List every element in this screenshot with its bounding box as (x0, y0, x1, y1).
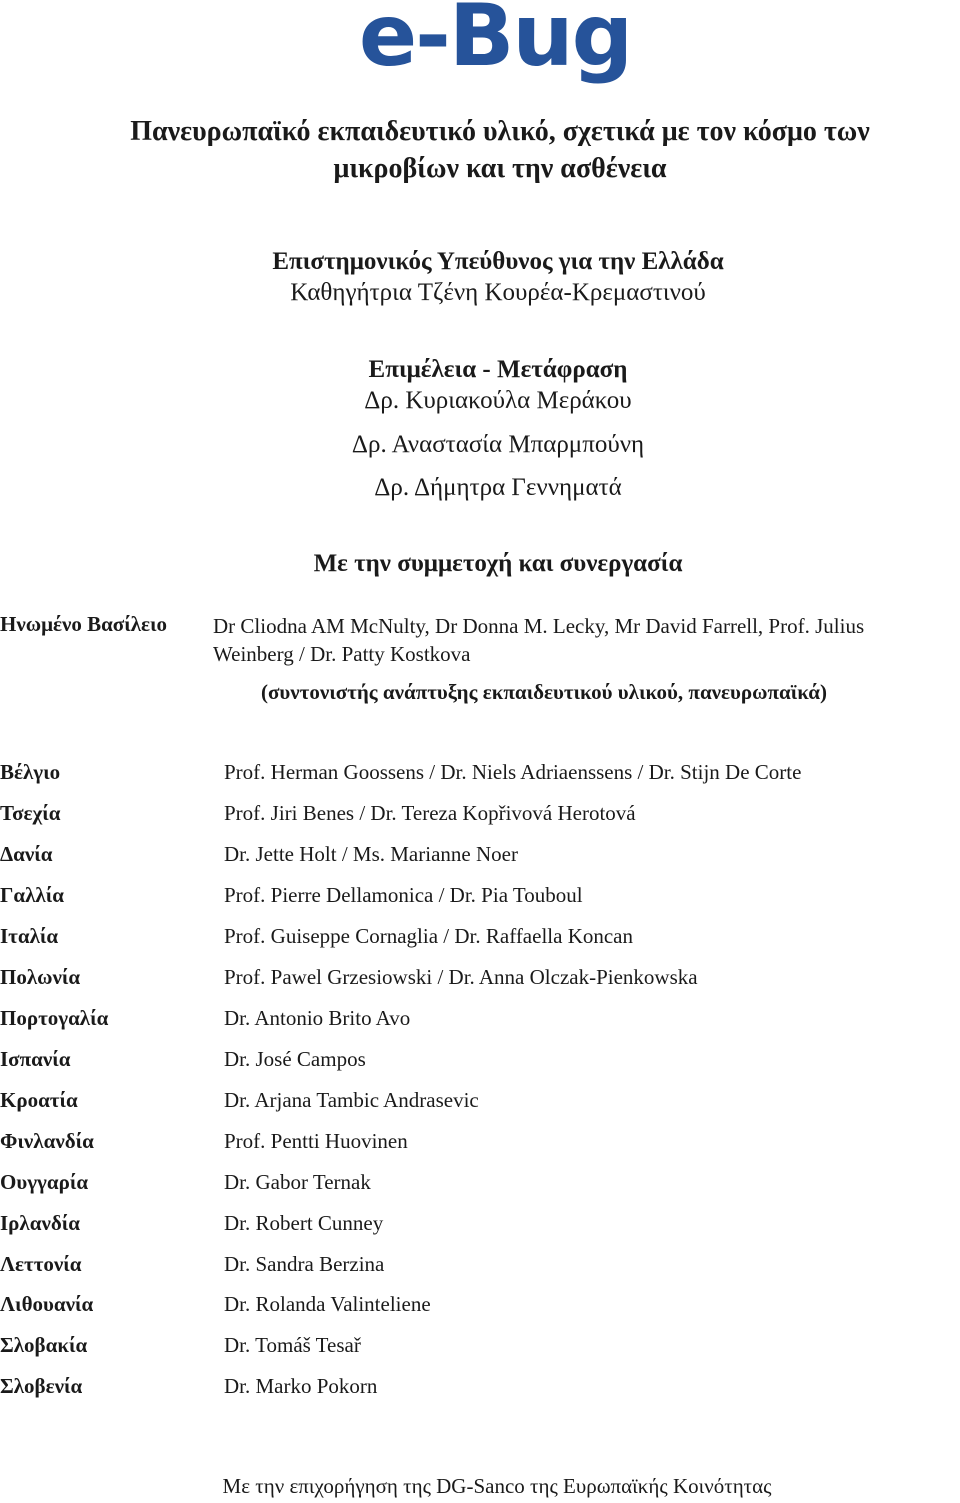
country-label: Πολωνία (0, 965, 81, 989)
scientific-heading: Επιστημονικός Υπεύθυνος για την Ελλάδα (272, 248, 724, 275)
partner-names: Dr. Jette Holt / Ms. Marianne Noer (224, 842, 518, 866)
country-label: Λεττονία (0, 1252, 82, 1276)
country-label: Ισπανία (0, 1047, 71, 1071)
partner-names: Prof. Herman Goossens / Dr. Niels Adriaenssens / Dr. Stijn De Corte (224, 760, 802, 784)
partner-names: Dr. Arjana Tambic Andrasevic (224, 1088, 479, 1112)
country-label: Σλοβενία (0, 1374, 83, 1398)
country-label: Σλοβακία (0, 1333, 88, 1357)
partner-names: Prof. Pierre Dellamonica / Dr. Pia Touboul (224, 883, 583, 907)
country-label: Φινλανδία (0, 1129, 94, 1153)
partner-names: Dr. Antonio Brito Avo (224, 1006, 411, 1030)
e-bug-logo: e-Bug (358, 0, 632, 86)
partner-names: Prof. Guiseppe Cornaglia / Dr. Raffaella Koncan (224, 924, 633, 948)
country-label: Πορτογαλία (0, 1006, 109, 1030)
country-label: Ιρλανδία (0, 1211, 80, 1235)
uk-contributors (213, 612, 864, 668)
country-label: Βέλγιο (0, 760, 61, 784)
partner-names: Prof. Pentti Huovinen (224, 1129, 408, 1153)
country-label: Λιθουανία (0, 1292, 94, 1316)
coordinator-note: (συντονιστής ανάπτυξης εκπαιδευτικού υλικού, πανευρωπαϊκά) (260, 680, 828, 704)
title-line-2: μικροβίων και την ασθένεια (333, 153, 667, 184)
editor-name: Δρ. Κυριακούλα Μεράκου (364, 387, 632, 414)
scientific-name: Καθηγήτρια Τζένη Κουρέα-Κρεμαστινού (290, 279, 706, 306)
editor-name: Δρ. Αναστασία Μπαρμπούνη (351, 431, 645, 458)
uk-contributors-line-2: Weinberg / Dr. Patty Kostkova (213, 642, 471, 666)
partner-names: Dr. Rolanda Valinteliene (224, 1292, 431, 1316)
uk-contributors-line-1: Dr Cliodna AM McNulty, Dr Donna M. Lecky, Mr David Farrell, Prof. Julius (213, 614, 865, 638)
editor-name: Δρ. Δήμητρα Γεννηματά (374, 474, 622, 501)
partner-names: Prof. Jiri Benes / Dr. Tereza Kopřivová Herotová (224, 801, 636, 825)
partner-names: Dr. Robert Cunney (224, 1211, 384, 1235)
country-label: Τσεχία (0, 801, 61, 825)
partner-names: Prof. Pawel Grzesiowski / Dr. Anna Olczak-Pienkowska (224, 965, 698, 989)
partner-names: Dr. Gabor Ternak (224, 1170, 371, 1194)
partner-names: Dr. Marko Pokorn (224, 1374, 378, 1398)
country-label: Γαλλία (0, 883, 64, 907)
funding-footer: Με την επιχορήγηση της DG-Sanco της Ευρωπαϊκής Κοινότητας (222, 1474, 772, 1498)
country-label: Δανία (0, 842, 53, 866)
editing-heading: Επιμέλεια - Μετάφραση (368, 356, 628, 383)
document-title (0, 113, 960, 187)
participation-heading: Με την συμμετοχή και συνεργασία (313, 550, 683, 577)
partner-names: Dr. José Campos (224, 1047, 366, 1071)
title-line-1: Πανευρωπαϊκό εκπαιδευτικό υλικό, σχετικά με τον κόσμο των (130, 116, 870, 147)
partner-names: Dr. Sandra Berzina (224, 1252, 385, 1276)
uk-country-label: Ηνωμένο Βασίλειο (0, 612, 168, 636)
country-label: Κροατία (0, 1088, 78, 1112)
country-label: Ουγγαρία (0, 1170, 89, 1194)
country-label: Ιταλία (0, 924, 59, 948)
partner-names: Dr. Tomáš Tesař (224, 1333, 361, 1357)
